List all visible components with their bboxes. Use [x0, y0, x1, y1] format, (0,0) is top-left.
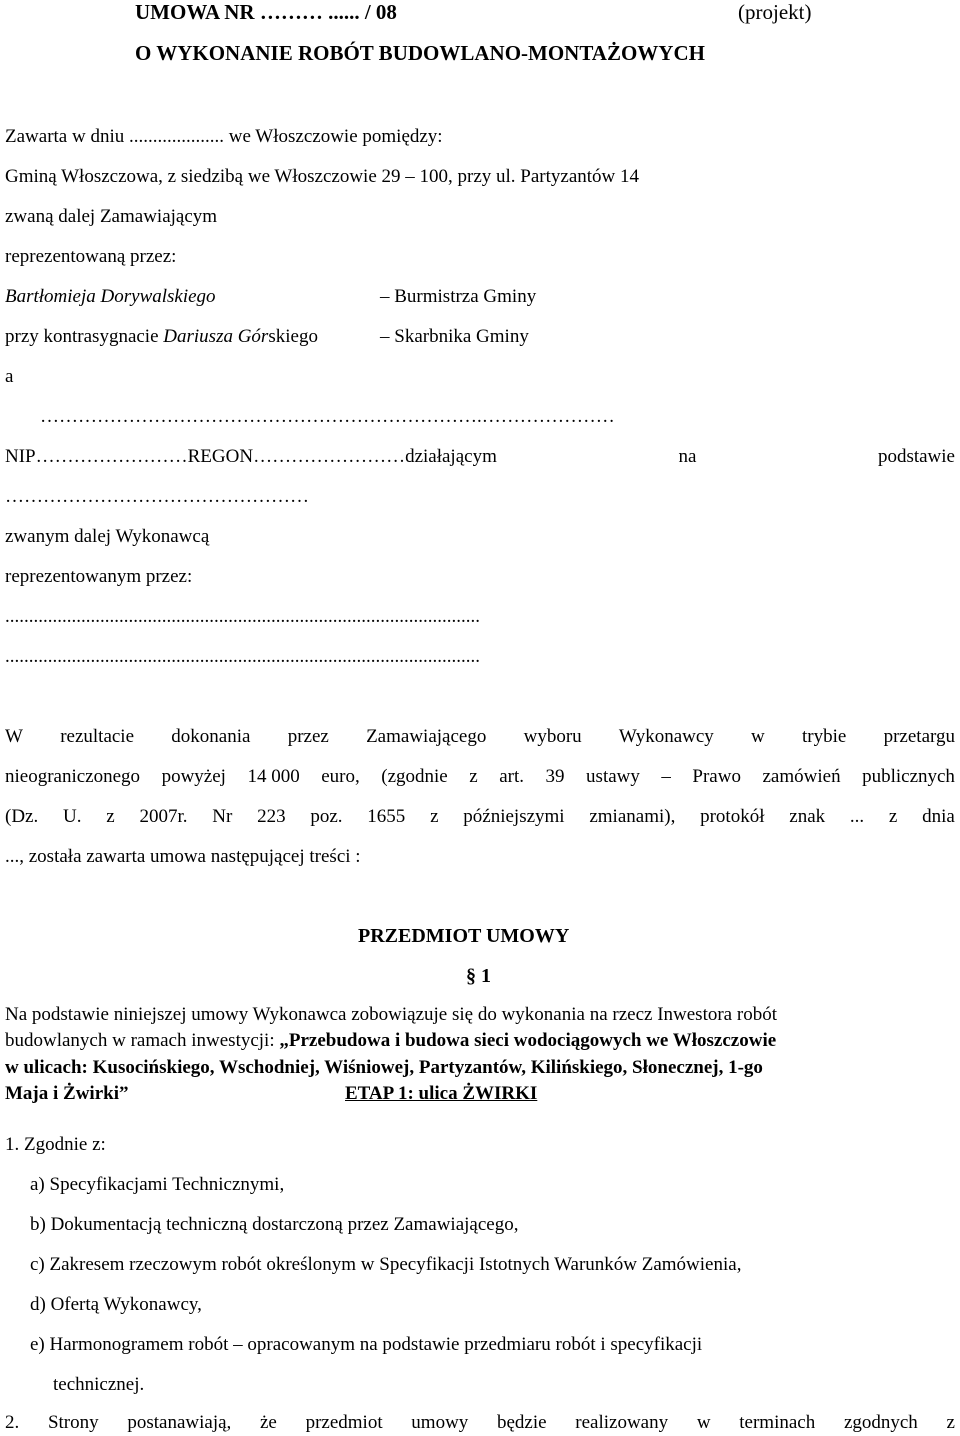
preamble-l1-word: dokonania [171, 726, 251, 747]
preamble-l1-word: W [5, 726, 23, 747]
item2-word: zgodnych [843, 1412, 918, 1433]
on-word: na [678, 446, 697, 467]
place-text: we Włoszczowie pomiędzy: [223, 126, 443, 147]
item2-word: że [259, 1412, 277, 1433]
preamble-l3-word: późniejszymi [463, 806, 565, 827]
preamble-l2-word: art. [499, 766, 525, 787]
preamble-l3-word: (Dz. [5, 806, 39, 827]
preamble-l1-word: w [751, 726, 765, 747]
preamble-line-3 [5, 805, 955, 829]
preamble-l2-word: powyżej [161, 766, 226, 787]
paragraph-number: § 1 [466, 965, 491, 987]
contract-title: UMOWA NR ……… ...... / 08 [135, 0, 397, 24]
preamble-l2-word: z [469, 766, 478, 787]
regon-dots: …………………… [253, 446, 406, 467]
nip-dots: …………………… [35, 446, 188, 467]
preamble-l2-word: 14 000 [247, 766, 300, 787]
preamble-l3-word: U. [63, 806, 82, 827]
date-label: Zawarta w dniu ... [5, 126, 144, 147]
preamble-l1-word: wyboru [523, 726, 582, 747]
list-item-1: 1. Zgodnie z: [5, 1134, 106, 1155]
subject-line-4 [5, 1082, 538, 1106]
investment-label: budowlanych w ramach inwestycji: [5, 1030, 280, 1051]
preamble-l3-word: protokół [700, 806, 765, 827]
date-dots: ................. [143, 126, 224, 147]
acting-word: działającym [405, 446, 497, 467]
and-word: a [5, 366, 14, 387]
preamble-l1-word: rezultacie [60, 726, 135, 747]
preamble-l3-word: znak [789, 806, 826, 827]
treasurer-name-suffix: skiego [268, 326, 318, 347]
basis-word: podstawie [877, 446, 955, 467]
contractor-designation: zwanym dalej Wykonawcą [5, 526, 210, 547]
client-designation: zwaną dalej Zamawiającym [5, 206, 218, 227]
preamble-l3-word: 223 [257, 806, 286, 827]
list-item-d: d) Ofertą Wykonawcy, [30, 1294, 202, 1315]
preamble-l3-word: z [106, 806, 115, 827]
preamble-l3-word: z [888, 806, 898, 827]
investment-title-end: Maja i Żwirki” [5, 1083, 129, 1104]
item2-word: 2. [5, 1412, 20, 1433]
client-representation-label: reprezentowaną przez: [5, 246, 177, 267]
preamble-l2-word: ustawy [586, 766, 640, 787]
preamble-l3-word: 2007r. [139, 806, 188, 827]
preamble-l2-word: (zgodnie [381, 766, 448, 787]
preamble-l1-word: Zamawiającego [366, 726, 487, 747]
mayor-line [5, 285, 537, 309]
preamble-l3-word: poz. [310, 806, 343, 827]
preamble-l3-word: z [430, 806, 439, 827]
preamble-line-2 [5, 765, 955, 789]
contractor-representation-label: reprezentowanym przez: [5, 566, 193, 587]
list-item-b: b) Dokumentacją techniczną dostarczoną przez Zamawiającego, [30, 1214, 519, 1235]
investment-title: „Przebudowa i budowa sieci wodociągowych we Włoszczowie [279, 1030, 777, 1051]
item2-word: realizowany [575, 1412, 669, 1433]
preamble-l1-word: przetargu [883, 726, 955, 747]
preamble-l1-word: przez [287, 726, 329, 747]
item2-word: przedmiot [305, 1412, 383, 1433]
preamble-l2-word: zamówień [762, 766, 841, 787]
preamble-l3-word: dnia [922, 806, 955, 827]
treasurer-role: – Skarbnika Gminy [380, 326, 529, 347]
preamble-l1-word: trybie [802, 726, 847, 747]
preamble-l2-word: Prawo [692, 766, 741, 787]
stage-label: ETAP 1: ulica ŻWIRKI [345, 1083, 538, 1104]
subject-line-1: Na podstawie niniejszej umowy Wykonawca zobowiązuje się do wykonania na rzecz Inwestora robót [5, 1004, 777, 1025]
preamble-l2-word: nieograniczonego [5, 766, 141, 787]
draft-label: (projekt) [738, 0, 812, 24]
preamble-l3-word: ... [849, 806, 865, 827]
list-item-2 [5, 1411, 955, 1435]
preamble-l2-word: – [661, 766, 671, 787]
item2-word: będzie [497, 1412, 547, 1433]
preamble-line-4: ..., została zawarta umowa następującej treści : [5, 846, 361, 867]
regon-label: REGON [187, 446, 254, 467]
list-item-e-continued: technicznej. [53, 1374, 145, 1395]
representative-blank-2: .................................................................................................... [5, 646, 480, 667]
preamble-l2-word: 39 [545, 766, 565, 787]
preamble-l1-word: Wykonawcy [618, 726, 714, 747]
item2-word: w [696, 1412, 711, 1433]
list-item-a: a) Specyfikacjami Technicznymi, [30, 1174, 285, 1195]
nip-label: NIP [5, 446, 36, 467]
preamble-l2-word: publicznych [862, 766, 955, 787]
mayor-name: Bartłomieja Dorywalskiego [5, 286, 216, 307]
contractor-ids-line [5, 445, 955, 469]
treasurer-name: Dariusza Gór [163, 326, 269, 347]
preamble-l3-word: Nr [212, 806, 233, 827]
mayor-role: – Burmistrza Gminy [380, 286, 537, 307]
item2-word: Strony [47, 1412, 99, 1433]
preamble-l2-word: euro, [321, 766, 360, 787]
list-item-e: e) Harmonogramem robót – opracowanym na podstawie przedmiaru robót i specyfikacji [30, 1334, 703, 1355]
representative-blank-1: .................................................................................................... [5, 606, 480, 627]
countersign-prefix: przy kontrasygnacie [5, 326, 164, 347]
item2-word: postanawiają, [127, 1412, 232, 1433]
subject-line-2 [5, 1029, 776, 1053]
item2-word: terminach [739, 1412, 816, 1433]
item2-word: umowy [411, 1412, 469, 1433]
section-heading: PRZEDMIOT UMOWY [358, 925, 570, 947]
contractor-name-blank: …………………………………………………………….………………… [40, 406, 615, 427]
list-item-c: c) Zakresem rzeczowym robót określonym w Specyfikacji Istotnych Warunków Zamówienia, [30, 1254, 742, 1275]
item2-word: z [946, 1412, 955, 1433]
contract-subtitle: O WYKONANIE ROBÓT BUDOWLANO-MONTAŻOWYCH [135, 41, 705, 65]
subject-line-3: w ulicach: Kusocińskiego, Wschodniej, Wiśniowej, Partyzantów, Kilińskiego, Słonecznej, 1-go [5, 1057, 763, 1078]
preamble-l3-word: 1655 [367, 806, 406, 827]
client-address: Gminą Włoszczowa, z siedzibą we Włoszczowie 29 – 100, przy ul. Partyzantów 14 [5, 166, 640, 187]
preamble-l3-word: zmianami), [589, 806, 676, 827]
intro-line-date [5, 125, 443, 149]
treasurer-line [5, 325, 529, 349]
basis-blank: ………………………………………… [5, 486, 309, 507]
preamble-line-1 [5, 725, 955, 749]
